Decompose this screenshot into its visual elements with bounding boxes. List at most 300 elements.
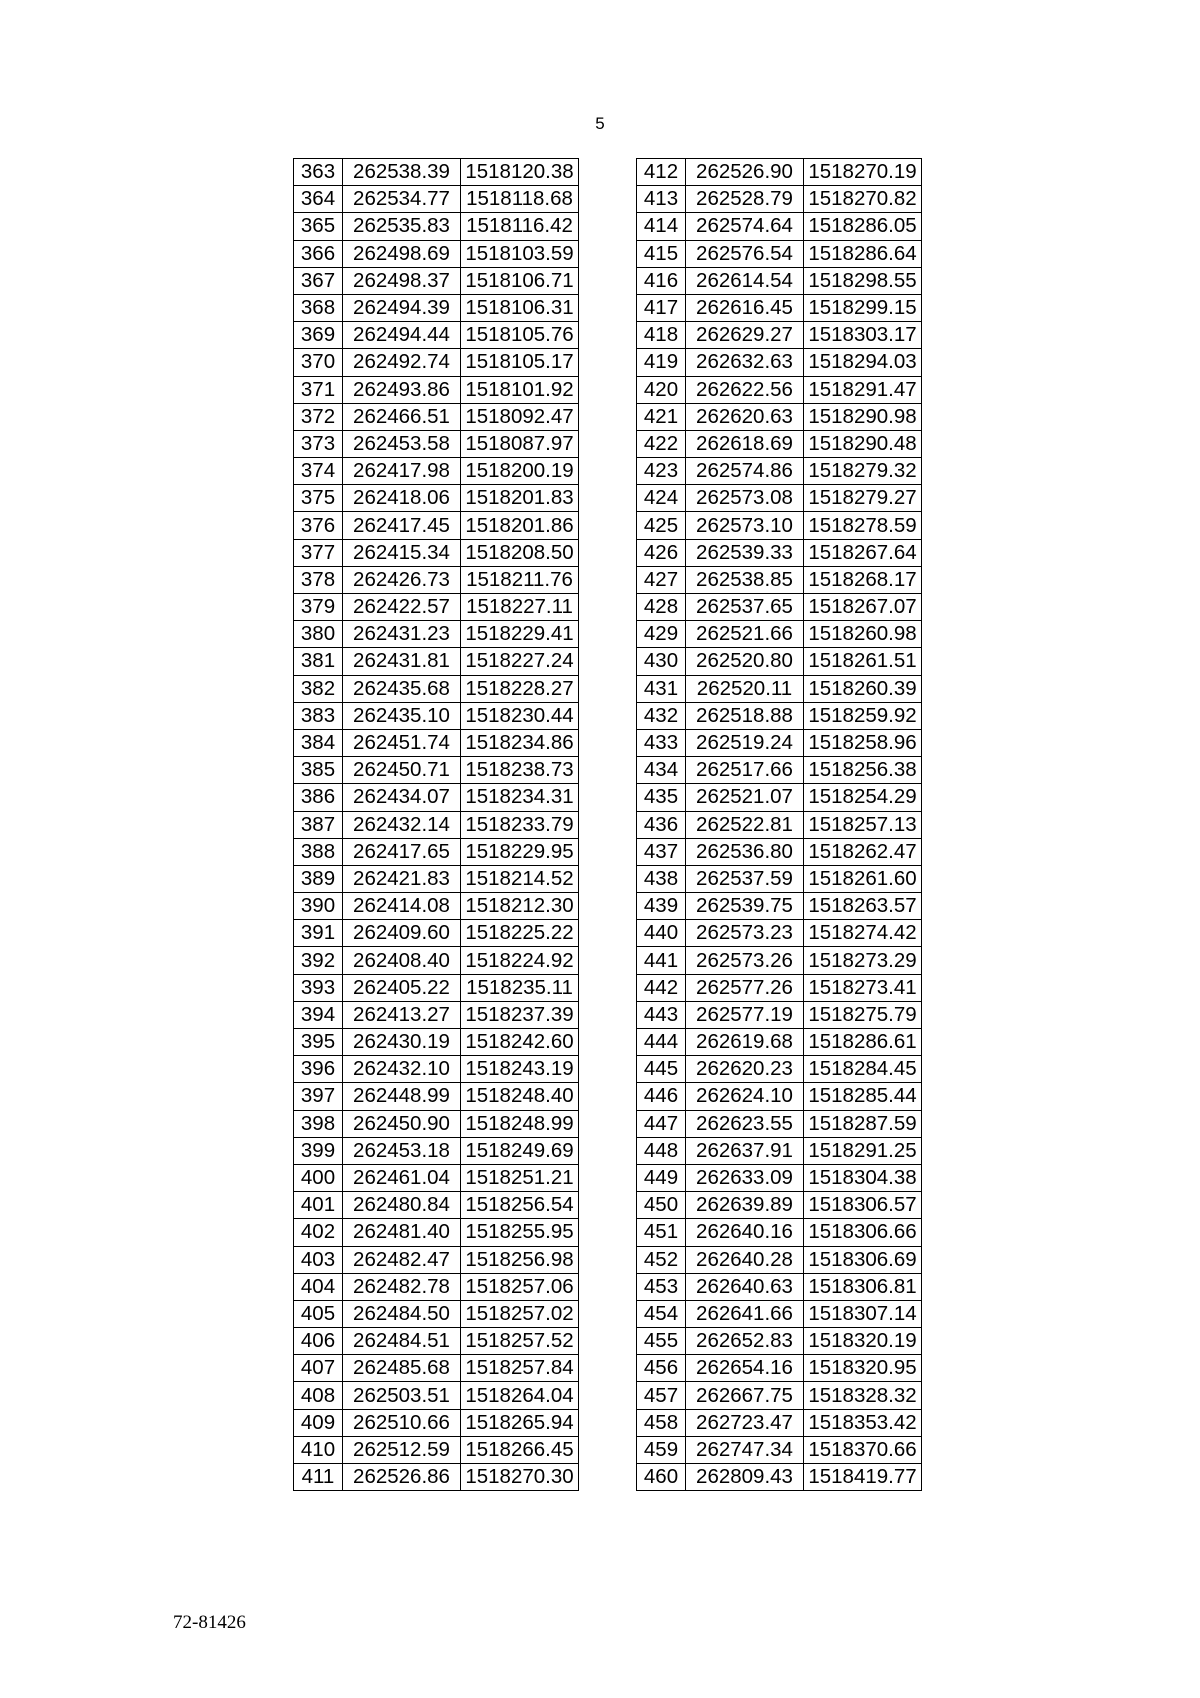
x-coordinate-cell: 262573.23 [686,920,804,947]
point-number-cell: 446 [637,1083,686,1110]
coordinates-table-left [293,158,579,1491]
y-coordinate-cell: 1518256.54 [461,1192,579,1219]
point-number-cell: 432 [637,702,686,729]
y-coordinate-cell: 1518290.98 [804,403,922,430]
x-coordinate-cell: 262417.98 [343,458,461,485]
x-coordinate-cell: 262413.27 [343,1001,461,1028]
point-number-cell: 415 [637,240,686,267]
point-number-cell: 383 [294,702,343,729]
table-row [637,1219,922,1246]
table-row [294,1273,579,1300]
table-row [294,1300,579,1327]
y-coordinate-cell: 1518259.92 [804,702,922,729]
y-coordinate-cell: 1518287.59 [804,1110,922,1137]
point-number-cell: 442 [637,974,686,1001]
y-coordinate-cell: 1518290.48 [804,430,922,457]
x-coordinate-cell: 262448.99 [343,1083,461,1110]
x-coordinate-cell: 262432.10 [343,1056,461,1083]
point-number-cell: 373 [294,430,343,457]
x-coordinate-cell: 262517.66 [686,757,804,784]
point-number-cell: 455 [637,1328,686,1355]
y-coordinate-cell: 1518298.55 [804,267,922,294]
point-number-cell: 403 [294,1246,343,1273]
y-coordinate-cell: 1518285.44 [804,1083,922,1110]
point-number-cell: 398 [294,1110,343,1137]
point-number-cell: 385 [294,757,343,784]
x-coordinate-cell: 262614.54 [686,267,804,294]
x-coordinate-cell: 262520.80 [686,648,804,675]
table-row [637,1464,922,1491]
table-row [294,186,579,213]
x-coordinate-cell: 262538.85 [686,566,804,593]
y-coordinate-cell: 1518116.42 [461,213,579,240]
point-number-cell: 445 [637,1056,686,1083]
table-row [637,403,922,430]
table-row [637,322,922,349]
point-number-cell: 443 [637,1001,686,1028]
x-coordinate-cell: 262539.75 [686,893,804,920]
table-row [294,594,579,621]
x-coordinate-cell: 262421.83 [343,865,461,892]
point-number-cell: 439 [637,893,686,920]
x-coordinate-cell: 262633.09 [686,1164,804,1191]
point-number-cell: 453 [637,1273,686,1300]
table-row [637,1164,922,1191]
point-number-cell: 396 [294,1056,343,1083]
document-code: 72-81426 [173,1612,246,1633]
table-row [637,811,922,838]
y-coordinate-cell: 1518225.22 [461,920,579,947]
point-number-cell: 412 [637,159,686,186]
point-number-cell: 447 [637,1110,686,1137]
y-coordinate-cell: 1518235.11 [461,974,579,1001]
y-coordinate-cell: 1518256.98 [461,1246,579,1273]
x-coordinate-cell: 262573.08 [686,485,804,512]
y-coordinate-cell: 1518227.11 [461,594,579,621]
y-coordinate-cell: 1518267.64 [804,539,922,566]
x-coordinate-cell: 262426.73 [343,566,461,593]
table-row [637,838,922,865]
table-row [637,1355,922,1382]
x-coordinate-cell: 262498.37 [343,267,461,294]
point-number-cell: 411 [294,1464,343,1491]
y-coordinate-cell: 1518306.57 [804,1192,922,1219]
y-coordinate-cell: 1518257.84 [461,1355,579,1382]
x-coordinate-cell: 262809.43 [686,1464,804,1491]
point-number-cell: 402 [294,1219,343,1246]
x-coordinate-cell: 262432.14 [343,811,461,838]
x-coordinate-cell: 262620.23 [686,1056,804,1083]
x-coordinate-cell: 262484.51 [343,1328,461,1355]
y-coordinate-cell: 1518261.51 [804,648,922,675]
y-coordinate-cell: 1518278.59 [804,512,922,539]
x-coordinate-cell: 262623.55 [686,1110,804,1137]
y-coordinate-cell: 1518279.27 [804,485,922,512]
x-coordinate-cell: 262576.54 [686,240,804,267]
point-number-cell: 431 [637,675,686,702]
x-coordinate-cell: 262618.69 [686,430,804,457]
x-coordinate-cell: 262422.57 [343,594,461,621]
y-coordinate-cell: 1518249.69 [461,1137,579,1164]
point-number-cell: 400 [294,1164,343,1191]
x-coordinate-cell: 262522.81 [686,811,804,838]
point-number-cell: 391 [294,920,343,947]
point-number-cell: 433 [637,729,686,756]
point-number-cell: 380 [294,621,343,648]
y-coordinate-cell: 1518284.45 [804,1056,922,1083]
table-row [637,1192,922,1219]
y-coordinate-cell: 1518212.30 [461,893,579,920]
point-number-cell: 420 [637,376,686,403]
x-coordinate-cell: 262641.66 [686,1300,804,1327]
table-row [294,893,579,920]
point-number-cell: 369 [294,322,343,349]
table-row [294,675,579,702]
y-coordinate-cell: 1518200.19 [461,458,579,485]
point-number-cell: 435 [637,784,686,811]
y-coordinate-cell: 1518306.69 [804,1246,922,1273]
x-coordinate-cell: 262537.65 [686,594,804,621]
y-coordinate-cell: 1518419.77 [804,1464,922,1491]
y-coordinate-cell: 1518294.03 [804,349,922,376]
y-coordinate-cell: 1518279.32 [804,458,922,485]
table-row [294,729,579,756]
x-coordinate-cell: 262577.19 [686,1001,804,1028]
table-row [294,621,579,648]
table-row [637,947,922,974]
y-coordinate-cell: 1518320.95 [804,1355,922,1382]
x-coordinate-cell: 262519.24 [686,729,804,756]
x-coordinate-cell: 262418.06 [343,485,461,512]
point-number-cell: 417 [637,294,686,321]
table-row [294,539,579,566]
y-coordinate-cell: 1518230.44 [461,702,579,729]
x-coordinate-cell: 262435.68 [343,675,461,702]
y-coordinate-cell: 1518286.64 [804,240,922,267]
table-row [294,566,579,593]
y-coordinate-cell: 1518243.19 [461,1056,579,1083]
table-row [637,784,922,811]
table-row [637,485,922,512]
x-coordinate-cell: 262493.86 [343,376,461,403]
y-coordinate-cell: 1518257.06 [461,1273,579,1300]
point-number-cell: 393 [294,974,343,1001]
table-row [294,1137,579,1164]
table-row [637,349,922,376]
point-number-cell: 425 [637,512,686,539]
point-number-cell: 386 [294,784,343,811]
y-coordinate-cell: 1518274.42 [804,920,922,947]
y-coordinate-cell: 1518291.25 [804,1137,922,1164]
x-coordinate-cell: 262494.39 [343,294,461,321]
y-coordinate-cell: 1518120.38 [461,159,579,186]
y-coordinate-cell: 1518234.31 [461,784,579,811]
table-row [637,1382,922,1409]
y-coordinate-cell: 1518103.59 [461,240,579,267]
y-coordinate-cell: 1518254.29 [804,784,922,811]
x-coordinate-cell: 262723.47 [686,1409,804,1436]
x-coordinate-cell: 262521.07 [686,784,804,811]
y-coordinate-cell: 1518265.94 [461,1409,579,1436]
table-row [294,294,579,321]
y-coordinate-cell: 1518270.82 [804,186,922,213]
point-number-cell: 440 [637,920,686,947]
y-coordinate-cell: 1518087.97 [461,430,579,457]
y-coordinate-cell: 1518106.71 [461,267,579,294]
x-coordinate-cell: 262526.86 [343,1464,461,1491]
table-row [637,594,922,621]
y-coordinate-cell: 1518255.95 [461,1219,579,1246]
x-coordinate-cell: 262494.44 [343,322,461,349]
table-row [294,811,579,838]
y-coordinate-cell: 1518234.86 [461,729,579,756]
x-coordinate-cell: 262450.71 [343,757,461,784]
x-coordinate-cell: 262451.74 [343,729,461,756]
x-coordinate-cell: 262510.66 [343,1409,461,1436]
point-number-cell: 448 [637,1137,686,1164]
point-number-cell: 394 [294,1001,343,1028]
x-coordinate-cell: 262430.19 [343,1029,461,1056]
table-row [637,675,922,702]
table-row [637,893,922,920]
x-coordinate-cell: 262534.77 [343,186,461,213]
point-number-cell: 389 [294,865,343,892]
table-row [294,322,579,349]
x-coordinate-cell: 262434.07 [343,784,461,811]
table-row [294,1328,579,1355]
table-row [294,1029,579,1056]
y-coordinate-cell: 1518260.98 [804,621,922,648]
table-row [637,702,922,729]
point-number-cell: 376 [294,512,343,539]
point-number-cell: 414 [637,213,686,240]
y-coordinate-cell: 1518229.41 [461,621,579,648]
y-coordinate-cell: 1518306.66 [804,1219,922,1246]
y-coordinate-cell: 1518303.17 [804,322,922,349]
x-coordinate-cell: 262435.10 [343,702,461,729]
y-coordinate-cell: 1518224.92 [461,947,579,974]
table-row [294,838,579,865]
table-row [294,267,579,294]
table-row [637,213,922,240]
y-coordinate-cell: 1518307.14 [804,1300,922,1327]
point-number-cell: 419 [637,349,686,376]
y-coordinate-cell: 1518264.04 [461,1382,579,1409]
y-coordinate-cell: 1518328.32 [804,1382,922,1409]
point-number-cell: 459 [637,1436,686,1463]
point-number-cell: 427 [637,566,686,593]
table-row [294,458,579,485]
x-coordinate-cell: 262480.84 [343,1192,461,1219]
table-row [294,1246,579,1273]
y-coordinate-cell: 1518304.38 [804,1164,922,1191]
y-coordinate-cell: 1518257.52 [461,1328,579,1355]
point-number-cell: 410 [294,1436,343,1463]
y-coordinate-cell: 1518286.61 [804,1029,922,1056]
table-row [294,1355,579,1382]
x-coordinate-cell: 262637.91 [686,1137,804,1164]
y-coordinate-cell: 1518248.40 [461,1083,579,1110]
point-number-cell: 368 [294,294,343,321]
table-row [637,1056,922,1083]
x-coordinate-cell: 262538.39 [343,159,461,186]
point-number-cell: 405 [294,1300,343,1327]
y-coordinate-cell: 1518237.39 [461,1001,579,1028]
table-row [294,159,579,186]
y-coordinate-cell: 1518092.47 [461,403,579,430]
y-coordinate-cell: 1518268.17 [804,566,922,593]
table-row [294,1192,579,1219]
point-number-cell: 387 [294,811,343,838]
x-coordinate-cell: 262619.68 [686,1029,804,1056]
table-row [637,974,922,1001]
table-row [637,1083,922,1110]
x-coordinate-cell: 262518.88 [686,702,804,729]
y-coordinate-cell: 1518251.21 [461,1164,579,1191]
y-coordinate-cell: 1518270.19 [804,159,922,186]
table-row [637,376,922,403]
point-number-cell: 382 [294,675,343,702]
x-coordinate-cell: 262620.63 [686,403,804,430]
y-coordinate-cell: 1518306.81 [804,1273,922,1300]
x-coordinate-cell: 262526.90 [686,159,804,186]
x-coordinate-cell: 262622.56 [686,376,804,403]
x-coordinate-cell: 262417.65 [343,838,461,865]
table-row [637,648,922,675]
table-row [637,1001,922,1028]
y-coordinate-cell: 1518258.96 [804,729,922,756]
table-row [637,1300,922,1327]
y-coordinate-cell: 1518201.83 [461,485,579,512]
x-coordinate-cell: 262624.10 [686,1083,804,1110]
table-row [637,159,922,186]
point-number-cell: 363 [294,159,343,186]
x-coordinate-cell: 262453.18 [343,1137,461,1164]
x-coordinate-cell: 262536.80 [686,838,804,865]
point-number-cell: 397 [294,1083,343,1110]
y-coordinate-cell: 1518257.13 [804,811,922,838]
y-coordinate-cell: 1518101.92 [461,376,579,403]
y-coordinate-cell: 1518353.42 [804,1409,922,1436]
point-number-cell: 423 [637,458,686,485]
table-row [294,376,579,403]
table-row [637,267,922,294]
y-coordinate-cell: 1518261.60 [804,865,922,892]
point-number-cell: 366 [294,240,343,267]
x-coordinate-cell: 262409.60 [343,920,461,947]
x-coordinate-cell: 262629.27 [686,322,804,349]
point-number-cell: 365 [294,213,343,240]
table-row [294,702,579,729]
x-coordinate-cell: 262640.28 [686,1246,804,1273]
y-coordinate-cell: 1518242.60 [461,1029,579,1056]
y-coordinate-cell: 1518248.99 [461,1110,579,1137]
point-number-cell: 375 [294,485,343,512]
point-number-cell: 367 [294,267,343,294]
y-coordinate-cell: 1518228.27 [461,675,579,702]
x-coordinate-cell: 262466.51 [343,403,461,430]
table-row [294,430,579,457]
y-coordinate-cell: 1518320.19 [804,1328,922,1355]
x-coordinate-cell: 262408.40 [343,947,461,974]
table-row [637,757,922,784]
table-row [294,485,579,512]
point-number-cell: 374 [294,458,343,485]
y-coordinate-cell: 1518273.41 [804,974,922,1001]
y-coordinate-cell: 1518105.76 [461,322,579,349]
y-coordinate-cell: 1518208.50 [461,539,579,566]
point-number-cell: 449 [637,1164,686,1191]
table-row [294,1409,579,1436]
x-coordinate-cell: 262431.23 [343,621,461,648]
point-number-cell: 413 [637,186,686,213]
point-number-cell: 388 [294,838,343,865]
point-number-cell: 422 [637,430,686,457]
point-number-cell: 384 [294,729,343,756]
x-coordinate-cell: 262520.11 [686,675,804,702]
table-row [294,240,579,267]
point-number-cell: 392 [294,947,343,974]
point-number-cell: 408 [294,1382,343,1409]
point-number-cell: 457 [637,1382,686,1409]
table-row [637,1273,922,1300]
x-coordinate-cell: 262417.45 [343,512,461,539]
x-coordinate-cell: 262415.34 [343,539,461,566]
y-coordinate-cell: 1518299.15 [804,294,922,321]
x-coordinate-cell: 262574.64 [686,213,804,240]
point-number-cell: 377 [294,539,343,566]
y-coordinate-cell: 1518262.47 [804,838,922,865]
y-coordinate-cell: 1518270.30 [461,1464,579,1491]
point-number-cell: 426 [637,539,686,566]
x-coordinate-cell: 262537.59 [686,865,804,892]
point-number-cell: 450 [637,1192,686,1219]
table-row [294,1219,579,1246]
table-row [637,458,922,485]
point-number-cell: 371 [294,376,343,403]
table-row [637,294,922,321]
x-coordinate-cell: 262503.51 [343,1382,461,1409]
table-row [637,430,922,457]
x-coordinate-cell: 262453.58 [343,430,461,457]
point-number-cell: 451 [637,1219,686,1246]
x-coordinate-cell: 262492.74 [343,349,461,376]
x-coordinate-cell: 262574.86 [686,458,804,485]
table-row [294,403,579,430]
table-row [294,1083,579,1110]
table-row [637,240,922,267]
x-coordinate-cell: 262461.04 [343,1164,461,1191]
table-row [294,784,579,811]
y-coordinate-cell: 1518256.38 [804,757,922,784]
x-coordinate-cell: 262431.81 [343,648,461,675]
point-number-cell: 430 [637,648,686,675]
point-number-cell: 460 [637,1464,686,1491]
point-number-cell: 406 [294,1328,343,1355]
point-number-cell: 416 [637,267,686,294]
x-coordinate-cell: 262414.08 [343,893,461,920]
x-coordinate-cell: 262616.45 [686,294,804,321]
point-number-cell: 364 [294,186,343,213]
y-coordinate-cell: 1518257.02 [461,1300,579,1327]
table-row [294,1436,579,1463]
y-coordinate-cell: 1518233.79 [461,811,579,838]
table-row [637,729,922,756]
table-row [294,757,579,784]
y-coordinate-cell: 1518266.45 [461,1436,579,1463]
page-number: 5 [595,114,605,133]
point-number-cell: 378 [294,566,343,593]
